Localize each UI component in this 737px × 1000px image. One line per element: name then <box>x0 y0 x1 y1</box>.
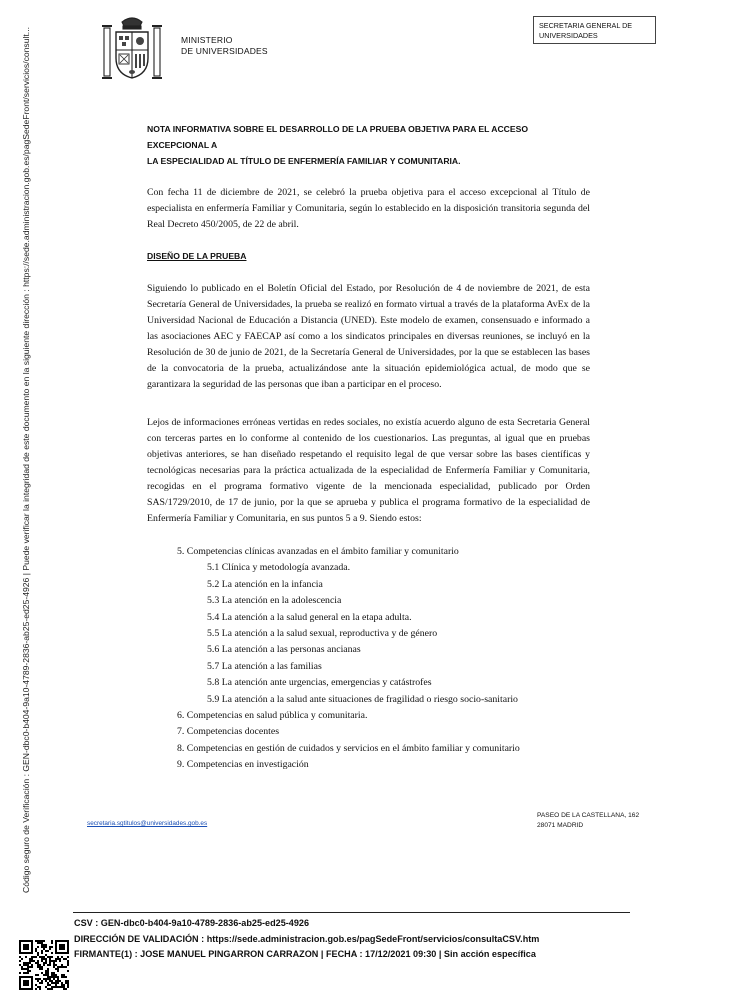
verification-side-text <box>20 10 32 910</box>
validation-address: DIRECCIÓN DE VALIDACIÓN : https://sede.administracion.gob.es/pagSedeFront/servicios/consultaCSV.htm <box>74 933 540 944</box>
address-line-2: 28071 MADRID <box>537 821 584 829</box>
paragraph-clarification: Lejos de informaciones erróneas vertidas en redes sociales, no existía acuerdo alguno de esta Secretaria General con terceras partes en lo conforme al contenido de los cuestionarios. Las preguntas, al igual que en pruebas objetivas anteriores, se han diseñado respetando el requisito legal de que versar sobre las bases científicas y tecnológicas necesarias para la práctica actualizada de la especialidad de Enfermería Familiar y Comunitaria, recogidas en el programa formativo vigente de la mencionada especialidad, publicado por Orden SAS/1729/2010, de 17 de junio, por la que se aprueba y publica el programa formativo de la especialidad de Enfermería Familiar y Comunitaria, en sus puntos 5 a 9. Siendo estos: <box>147 417 590 524</box>
competency-subitem: 5.2 La atención en la infancia <box>207 578 323 590</box>
email-link[interactable]: secretaria.sgtitulos@universidades.gob.es <box>87 820 208 827</box>
competency-subitem: 5.5 La atención a la salud sexual, reproductiva y de género <box>207 628 438 640</box>
signature-footer <box>74 916 539 963</box>
paragraph-intro: Con fecha 11 de diciembre de 2021, se celebró la prueba objetiva para el acceso excepcional al Título de especialista en enfermería Familiar y Comunitaria, según lo establecido en la disposición transitoria segunda del Real Decreto 450/2005, de 22 de abril. <box>147 187 590 230</box>
competency-item: 9. Competencias en investigación <box>177 759 309 771</box>
postal-address <box>537 811 639 830</box>
competency-item: 6. Competencias en salud pública y comunitaria. <box>177 710 368 722</box>
competency-item: 7. Competencias docentes <box>177 726 280 738</box>
competency-subitem: 5.7 La atención a las familias <box>207 660 322 672</box>
section-heading: DISEÑO DE LA PRUEBA <box>147 251 247 261</box>
competency-subitem: 5.3 La atención en la adolescencia <box>207 595 342 607</box>
competency-item: 5. Competencias clínicas avanzadas en el ámbito familiar y comunitario <box>177 546 459 557</box>
competency-subitem: 5.1 Clínica y metodología avanzada. <box>207 562 351 574</box>
coat-of-arms-logo <box>98 12 166 84</box>
csv-code: CSV : GEN-dbc0-b404-9a10-4789-2836-ab25-ed25-4926 <box>74 918 310 928</box>
ministry-line-2: DE UNIVERSIDADES <box>181 46 268 56</box>
document-title <box>147 121 590 169</box>
competency-subitem: 5.8 La atención ante urgencias, emergencias y catástrofes <box>207 677 432 689</box>
competency-subitem: 5.9 La atención a la salud ante situaciones de fragilidad o riesgo socio-sanitario <box>207 693 518 705</box>
ministry-line-1: MINISTERIO <box>181 35 233 45</box>
competency-item: 8. Competencias en gestión de cuidados y servicios en el ámbito familiar y comunitario <box>177 742 520 754</box>
qr-code <box>19 940 69 990</box>
paragraph-design: Siguiendo lo publicado en el Boletín Oficial del Estado, por Resolución de 4 de noviembre de 2021, de esta Secretaría General de Universidades, la prueba se realizó en formato virtual a través de la plataforma AvEx de la Universidad Nacional de Educación a Distancia (UNED). Este modelo de examen, consensuado e informado a las asociaciones AEC y FAECAP así como a los sindicatos principales en diversas reuniones, se incluyó en la Resolución de 30 de junio de 2021, de la Secretaría General de Universidades, por la que se establecen las bases de la convocatoria de la prueba, actualizándose ante la situación epidemiológica actual, de modo que se garantizara la seguridad de las personas que iban a participar en el proceso. <box>147 283 590 390</box>
secretaria-line-2: UNIVERSIDADES <box>539 30 598 40</box>
competency-list <box>177 544 597 774</box>
signer-info: FIRMANTE(1) : JOSE MANUEL PINGARRON CARRAZON | FECHA : 17/12/2021 09:30 | Sin acción específica <box>74 949 536 959</box>
secretaria-line-1: SECRETARIA GENERAL DE <box>539 21 633 30</box>
secretaria-box <box>533 16 656 44</box>
address-line-1: PASEO DE LA CASTELLANA, 162 <box>537 812 640 819</box>
footer-divider <box>73 912 630 913</box>
competency-subitem: 5.6 La atención a las personas ancianas <box>207 644 361 656</box>
competency-subitem: 5.4 La atención a la salud general en la etapa adulta. <box>207 611 412 623</box>
ministry-name <box>181 35 268 57</box>
title-line-1: NOTA INFORMATIVA SOBRE EL DESARROLLO DE LA PRUEBA OBJETIVA PARA EL ACCESO EXCEPCIONAL A <box>147 124 529 150</box>
verification-side-label: Código seguro de Verificación : GEN-dbc0-b404-9a10-4789-2836-ab25-ed25-4926 | Puede verificar la integridad de este documento en la siguiente dirección : https://sede.administracion.gob.es/pagSedeFront/servicios/consult... <box>21 27 31 893</box>
title-line-2: LA ESPECIALIDAD AL TÍTULO DE ENFERMERÍA FAMILIAR Y COMUNITARIA. <box>147 156 461 166</box>
